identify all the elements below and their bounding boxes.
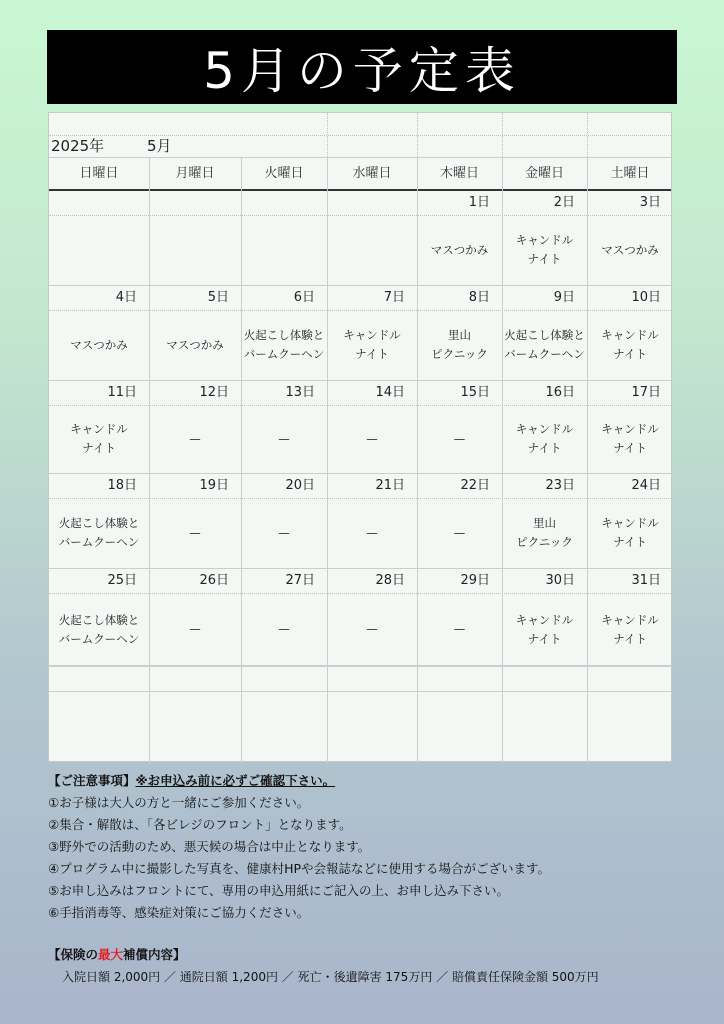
event-cell (49, 215, 149, 285)
event-cell: — (453, 525, 466, 540)
insurance-heading (48, 944, 599, 966)
date-cell (149, 189, 241, 215)
event-cell (327, 215, 417, 285)
date-cell: 12日 (199, 385, 229, 400)
event-cell: マスつかみ (70, 337, 128, 352)
date-cell: 31日 (631, 573, 661, 588)
event-cell: 火起こし体験と バームクーヘン (504, 328, 585, 361)
date-cell (327, 189, 417, 215)
grid-line (49, 666, 671, 667)
event-cell (241, 215, 327, 285)
event-cell: キャンドル ナイト (601, 516, 659, 549)
date-cell: 3日 (639, 194, 661, 210)
event-cell: キャンドル ナイト (515, 612, 574, 646)
calendar-table (48, 112, 672, 762)
event-cell: キャンドル ナイト (515, 422, 574, 455)
weekday-header: 火曜日 (264, 165, 304, 181)
event-cell: — (189, 525, 201, 540)
date-cell (241, 189, 327, 215)
note-item-6: ⑥手指消毒等、感染症対策にご協力ください。 (48, 905, 310, 920)
event-cell: 火起こし体験と バームクーヘン (58, 612, 140, 646)
note-item-4: ④プログラム中に撮影した写真を、健康村HPや会報誌などに使用する場合がございます。 (48, 861, 551, 876)
event-cell: キャンドル ナイト (343, 328, 401, 361)
insurance-heading-prefix: 【保険の (48, 947, 99, 962)
weekday-header: 土曜日 (610, 165, 650, 181)
event-cell: キャンドル ナイト (601, 612, 659, 646)
date-cell: 26日 (199, 573, 229, 588)
event-cell: キャンドル ナイト (515, 233, 574, 266)
note-item-5: ⑤お申し込みはフロントにて、専用の申込用紙にご記入の上、お申し込み下さい。 (48, 883, 509, 898)
year-label: 2025年 (51, 137, 105, 155)
date-cell: 22日 (460, 478, 490, 493)
weekday-header: 月曜日 (175, 165, 215, 181)
note-item-2: ②集合・解散は、「各ビレジのフロント」となります。 (48, 817, 352, 832)
notes-section (48, 770, 688, 924)
date-cell: 19日 (199, 478, 229, 493)
date-cell: 10日 (631, 290, 661, 305)
insurance-details: 入院日額 2,000円 ／ 通院日額 1,200円 ／ 死亡・後遺障害 175万円 ／ 賠償責任保険金額 500万円 (62, 970, 599, 984)
event-cell: — (278, 622, 290, 636)
weekday-header: 木曜日 (439, 165, 479, 181)
date-cell: 2日 (553, 194, 575, 210)
date-cell: 1日 (468, 194, 490, 210)
grid-line (327, 113, 328, 157)
event-cell: マスつかみ (430, 242, 489, 257)
date-cell: 9日 (553, 290, 575, 305)
event-cell: — (453, 431, 466, 446)
date-cell: 11日 (107, 385, 137, 400)
date-cell: 15日 (460, 385, 490, 400)
note-item-3: ③野外での活動のため、悪天候の場合は中止となります。 (48, 839, 371, 854)
event-cell: 火起こし体験と バームクーヘン (58, 516, 140, 549)
event-cell: 里山 ピクニック (431, 328, 488, 361)
date-cell: 8日 (468, 290, 490, 305)
grid-line (49, 691, 671, 692)
date-cell (49, 189, 149, 215)
event-cell (149, 215, 241, 285)
note-item-1: ①お子様は大人の方と一緒にご参加ください。 (48, 795, 310, 810)
date-cell: 25日 (107, 573, 137, 588)
month-label: 5月 (147, 137, 172, 155)
event-cell: — (366, 431, 378, 446)
notes-heading (48, 770, 688, 792)
date-cell: 30日 (545, 573, 575, 588)
event-cell: キャンドル ナイト (601, 328, 659, 361)
date-cell: 24日 (631, 478, 661, 493)
date-cell: 18日 (107, 478, 137, 493)
event-cell: マスつかみ (601, 242, 659, 257)
event-cell: マスつかみ (166, 337, 224, 352)
event-cell: 火起こし体験と バームクーヘン (243, 328, 325, 361)
date-cell: 13日 (285, 385, 315, 400)
insurance-heading-red: 最大 (98, 947, 124, 962)
weekday-header: 日曜日 (79, 165, 119, 181)
date-cell: 23日 (545, 478, 575, 493)
date-cell: 21日 (375, 478, 405, 493)
grid-line (49, 135, 671, 136)
event-cell: — (278, 431, 290, 446)
event-cell: — (189, 431, 201, 446)
notes-heading-label: 【ご注意事項】 (48, 773, 136, 788)
notes-heading-emphasis: ※お申込み前に必ずご確認下さい。 (135, 773, 336, 788)
event-cell: — (453, 622, 466, 636)
date-cell: 17日 (631, 385, 661, 400)
event-cell: — (278, 525, 290, 540)
event-cell: キャンドル ナイト (70, 422, 128, 455)
event-cell: — (366, 622, 378, 636)
date-cell: 28日 (375, 573, 405, 588)
date-cell: 29日 (460, 573, 490, 588)
event-cell: — (189, 622, 201, 636)
insurance-heading-suffix: 補償内容】 (123, 947, 186, 962)
date-cell: 27日 (285, 573, 315, 588)
date-cell: 20日 (285, 478, 315, 493)
date-cell: 14日 (375, 385, 405, 400)
event-cell: キャンドル ナイト (601, 422, 659, 455)
date-cell: 5日 (207, 290, 229, 305)
weekday-header: 水曜日 (352, 165, 392, 181)
date-cell: 16日 (545, 385, 575, 400)
event-cell: — (366, 525, 378, 540)
event-cell: 里山 ピクニック (516, 516, 573, 549)
grid-line (587, 113, 588, 157)
date-cell: 6日 (293, 290, 315, 305)
grid-line (417, 113, 418, 157)
insurance-section (48, 944, 599, 988)
grid-line (502, 113, 503, 157)
weekday-header: 金曜日 (524, 165, 564, 181)
date-cell: 7日 (383, 290, 405, 305)
page-title: 5月の予定表 (47, 30, 677, 104)
date-cell: 4日 (115, 290, 137, 305)
